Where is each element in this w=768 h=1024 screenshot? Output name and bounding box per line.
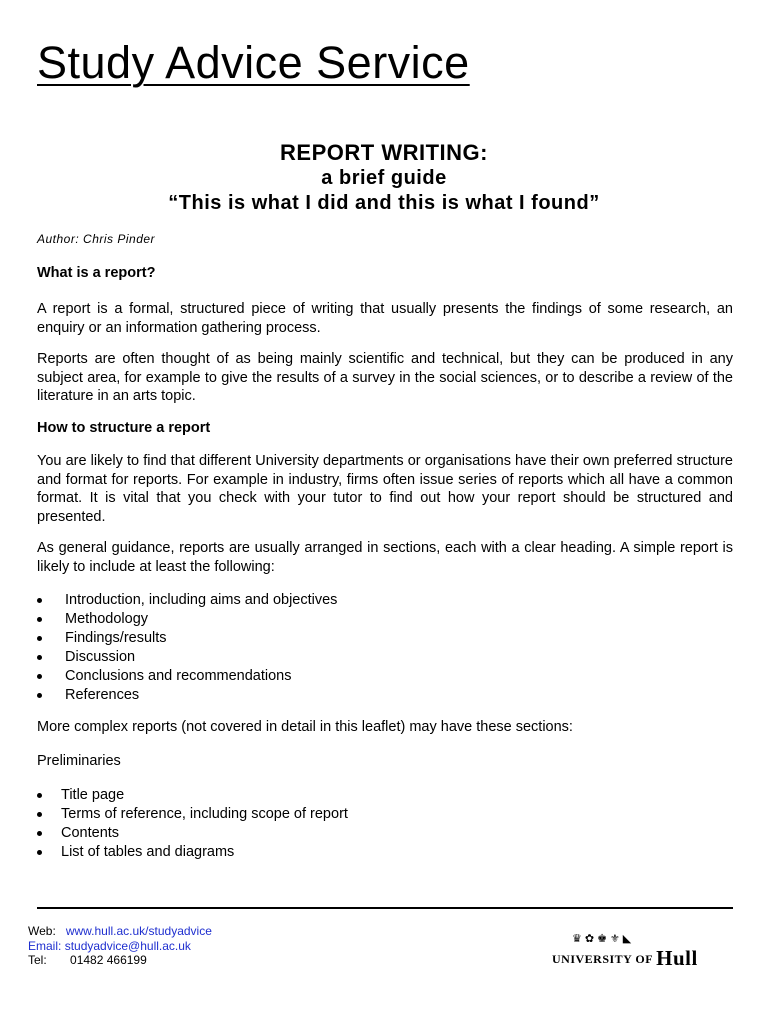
preliminaries-list <box>37 786 733 862</box>
bullet-icon <box>37 598 42 603</box>
list-item <box>37 667 733 686</box>
list-item-text: Contents <box>61 825 120 841</box>
paragraph-complex: More complex reports (not covered in detail in this leaflet) may have these sections: <box>37 719 573 735</box>
basic-sections-list-block <box>37 591 733 705</box>
email-link[interactable]: studyadvice@hull.ac.uk <box>64 938 191 953</box>
paragraph-how-1-block <box>37 452 733 526</box>
list-item <box>37 629 733 648</box>
service-title: Study Advice Service <box>37 37 470 88</box>
paragraph-how-2-block <box>37 539 733 576</box>
preliminaries-label: Preliminaries <box>37 753 121 769</box>
footer-divider <box>37 907 733 909</box>
list-item-text: Methodology <box>65 611 149 627</box>
preliminaries-list-block <box>37 786 733 862</box>
footer-web-row <box>28 924 212 939</box>
bullet-icon <box>37 812 42 817</box>
bullet-icon <box>37 793 42 798</box>
list-item-text: Conclusions and recommendations <box>65 668 292 684</box>
bullet-icon <box>37 617 42 622</box>
paragraph-what-2: Reports are often thought of as being mainly scientific and technical, but they can be produced in any subject area, for example to give the results of a survey in the social sciences, or to describe a review of the literature in an arts topic. <box>37 351 733 404</box>
tel-label: Tel: <box>28 953 47 967</box>
list-item-text: Findings/results <box>65 630 167 646</box>
paragraph-how-1: You are likely to find that different University departments or organisations have their own preferred structure and format for reports. For example in industry, firms often issue series of reports which all have a common format. It is vital that you check with your tutor to find out how your report should be structured and presented. <box>37 453 733 525</box>
section-how-heading <box>37 419 733 438</box>
list-item <box>37 786 733 805</box>
list-item-text: Terms of reference, including scope of report <box>61 806 348 822</box>
preliminaries-label-block <box>37 752 733 771</box>
paragraph-what-2-block <box>37 350 733 406</box>
title-line-3: “This is what I did and this is what I found” <box>168 192 600 214</box>
list-item-text: List of tables and diagrams <box>61 844 235 860</box>
tel-number: 01482 466199 <box>70 953 147 967</box>
footer-tel-row <box>28 953 212 968</box>
list-item <box>37 843 733 862</box>
crest-icon: ♛✿♚⚜◣ <box>572 933 635 945</box>
heading-what-is-a-report: What is a report? <box>37 265 156 281</box>
title-line-2: a brief guide <box>321 167 447 189</box>
paragraph-what-1: A report is a formal, structured piece of writing that usually presents the findings of some research, an enquiry or an information gathering process. <box>37 301 733 336</box>
paragraph-how-2: As general guidance, reports are usually arranged in sections, each with a clear heading. A simple report is likely to include at least the following: <box>37 540 733 575</box>
paragraph-complex-block <box>37 718 733 737</box>
paragraph-what-1-block <box>37 300 733 337</box>
email-label: Email: <box>28 938 62 953</box>
section-what-heading <box>37 264 733 283</box>
bullet-icon <box>37 655 42 660</box>
bullet-icon <box>37 636 42 641</box>
document-title <box>0 140 768 216</box>
logo-name: Hull <box>656 946 698 970</box>
university-logo <box>552 932 702 970</box>
web-label: Web: <box>28 924 56 938</box>
list-item <box>37 610 733 629</box>
author-line: Author: Chris Pinder <box>37 232 156 246</box>
bullet-icon <box>37 850 42 855</box>
bullet-icon <box>37 831 42 836</box>
list-item <box>37 824 733 843</box>
list-item <box>37 686 733 705</box>
list-item <box>37 648 733 667</box>
footer-email-row <box>28 939 212 954</box>
list-item <box>37 591 733 610</box>
footer-contact <box>28 924 212 968</box>
list-item-text: Title page <box>61 787 125 803</box>
heading-how-to-structure: How to structure a report <box>37 420 211 436</box>
basic-sections-list <box>37 591 733 705</box>
bullet-icon <box>37 674 42 679</box>
bullet-icon <box>37 693 42 698</box>
list-item-text: Introduction, including aims and objectives <box>65 592 338 608</box>
list-item-text: Discussion <box>65 649 136 665</box>
logo-prefix: UNIVERSITY OF <box>552 952 653 966</box>
list-item <box>37 805 733 824</box>
web-link[interactable]: www.hull.ac.uk/studyadvice <box>65 924 212 938</box>
list-item-text: References <box>65 687 140 703</box>
logo-wordmark <box>552 944 698 969</box>
title-line-1: REPORT WRITING: <box>280 140 488 165</box>
